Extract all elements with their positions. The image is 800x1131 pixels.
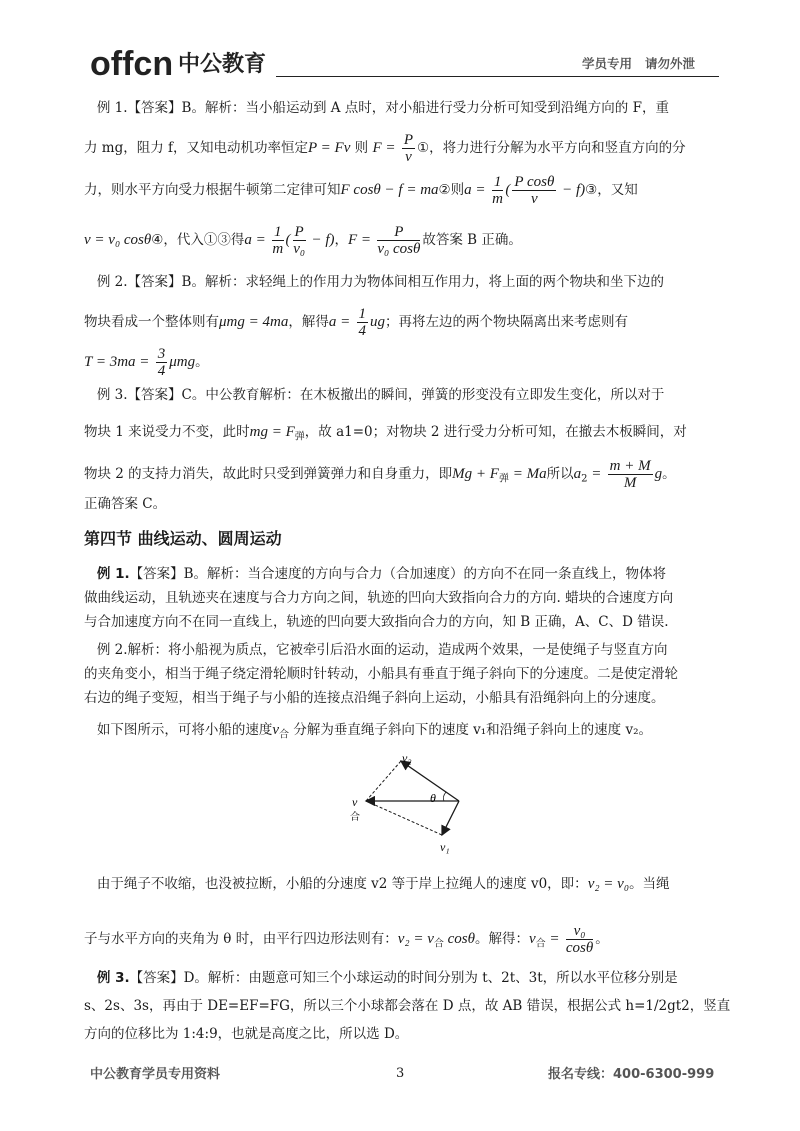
fraction-p-over-v0: $\frac{P}{\text{v₀}}$ xyxy=(293,224,306,257)
ex3-line4: 正确答案 C。 xyxy=(84,496,167,512)
header-note: 学员专用 请勿外泄 xyxy=(582,56,696,71)
label-theta: θ xyxy=(430,791,436,805)
ex2-line1: 例 2.【答案】B。解析：求轻绳上的作用力为物体间相互作用力，将上面的两个物块和坐下边的 xyxy=(96,274,664,290)
fraction-p-over-v0cos: $\frac{P}{\text{v₀ cosθ}}$ xyxy=(377,224,421,257)
footer-hotline: 报名专线：400-6300-999 xyxy=(548,1067,715,1082)
v1-arrow xyxy=(442,801,459,835)
ex1-line1: 例 1.【答案】B。解析：当小船运动到 A 点时，对小船进行受力分析可知受到沿绳方向的 F，重 xyxy=(96,100,669,116)
logo-latin: offcn xyxy=(90,45,174,83)
logo-chinese: 中公教育 xyxy=(178,52,267,77)
fraction-1-over-m-2: $\frac{1}{m}$ xyxy=(272,224,284,257)
s4ex3-line3: 方向的位移比为 1:4:9，也就是高度之比，所以选 D。 xyxy=(84,1026,409,1042)
ex2-line2: 物块看成一个整体则有μmg = 4ma，解得a = $\frac{1}{4}$ ug；再将左边的两个物块隔离出来考虑则有 xyxy=(84,306,628,339)
s4ex2-line1: 例 2.解析：将小船视为质点，它被牵引后沿水面的运动，造成两个效果，一是使绳子与竖直方向 xyxy=(96,642,668,658)
ex3-line2: 物块 1 来说受力不变，此时mg = $F_弹$，故 a1=0；对物块 2 进行受力分析可知，在撤去木板瞬间，对 xyxy=(84,424,687,443)
label-he: 合 xyxy=(350,812,360,823)
s4ex2-line3: 右边的绳子变短，相当于绳子与小船的连接点沿绳子斜向上运动，小船具有沿绳斜向上的分速度。 xyxy=(84,690,665,706)
s4ex1-line1: 例 1.【答案】B。解析：当合速度的方向与合力（合加速度）的方向不在同一条直线上，物体将 xyxy=(96,566,667,582)
footer-left: 中公教育学员专用资料 xyxy=(90,1067,221,1082)
fraction-1-over-4: $\frac{1}{4}$ xyxy=(358,306,366,339)
dashed-top xyxy=(366,761,401,801)
s4ex3-line2: s、2s、3s，再由于 DE=EF=FG，所以三个小球都会落在 D 点，故 AB 错误，根据公式 h=1/2gt2，竖直 xyxy=(84,998,731,1014)
s4ex2-line5: 由于绳子不收缩，也没被拉断，小船的分速度 v2 等于岸上拉绳人的速度 v0，即：v₂ = v₀。当绳 xyxy=(96,876,670,892)
s4ex2-line6: 子与水平方向的夹角为 θ 时，由平行四边形法则有：$v_2 = v_合$ cosθ。解得：$v_合$ = $\frac{\text{v₀}}{\cos\theta}$ 。 xyxy=(84,923,609,956)
dashed-bottom xyxy=(366,801,442,835)
fraction-1-over-m: $\frac{1}{m}$ xyxy=(492,174,503,207)
fraction-p-over-v: $\frac{P}{v}$ xyxy=(403,132,413,165)
fraction-3-over-4: $\frac{3}{4}$ xyxy=(157,346,166,379)
s4ex1-line2: 做曲线运动，且轨迹夹在速度与合力方向之间，轨迹的凹向大致指向合力的方向. 蜡块的合速度方向 xyxy=(84,590,674,606)
ex3-line1: 例 3.【答案】C。中公教育解析：在木板撤出的瞬间，弹簧的形变没有立即发生变化，所以对于 xyxy=(96,387,665,403)
label-v1: v₁ xyxy=(440,840,450,854)
ex1-line2: 力 mg，阻力 f，又知电动机功率恒定P = Fv 则 F = $\frac{P}{v}$ ①，将力进行分解为水平方向和竖直方向的分 xyxy=(84,132,686,165)
s4ex2-line2: 的夹角变小，相当于绳子绕定滑轮顺时针转动，小船具有垂直于绳子斜向下的分速度。二是使定滑轮 xyxy=(84,666,678,682)
s4ex1-line3: 与合加速度方向不在同一直线上，轨迹的凹向要大致指向合力的方向，知 B 正确，A、C、D 错误. xyxy=(84,614,669,630)
ex1-line4: v = v₀ cosθ④，代入①③得a = $\frac{1}{m}$ ( $\frac{P}{\text{v₀}}$ − f)，F = $\frac{P}{\text{v₀ cosθ}}$ 故答案 B 正确。 xyxy=(84,224,522,257)
fraction-pcos-over-v: $\frac{\text{P cosθ}}{v}$ xyxy=(514,174,555,207)
page-number: 3 xyxy=(396,1066,405,1081)
header-rule xyxy=(276,76,719,77)
fraction-v0-over-cos: $\frac{\text{v₀}}{\cos\theta}$ xyxy=(565,923,594,956)
label-v: v xyxy=(352,795,358,809)
label-v2: v₂ xyxy=(402,751,412,765)
ex3-line3: 物块 2 的支持力消失，故此时只受到弹簧弹力和自身重力，即$Mg + F_弹 = Ma$所以$a_2$ = $\frac{m + M}{M}$ g。 xyxy=(84,458,676,491)
ex2-line3: T = 3ma = $\frac{3}{4}$ μmg。 xyxy=(84,346,209,379)
fraction-mM-over-M: $\frac{m + M}{M}$ xyxy=(609,458,651,491)
velocity-diagram xyxy=(346,748,476,858)
s4ex2-line4: 如下图所示，可将小船的速度$v_合$ 分解为垂直绳子斜向下的速度 v₁和沿绳子斜向上的速度 v₂。 xyxy=(96,722,652,741)
theta-arc xyxy=(443,792,446,801)
section-heading: 第四节 曲线运动、圆周运动 xyxy=(84,529,282,548)
s4ex3-line1: 例 3.【答案】D。解析：由题意可知三个小球运动的时间分别为 t、2t、3t，所以水平位移分别是 xyxy=(96,970,678,986)
ex1-line3: 力，则水平方向受力根据牛顿第二定律可知F cosθ − f = ma②则a = $\frac{1}{m}$ ( $\frac{\text{P cosθ}}{v}$ − f)③，又知 xyxy=(84,174,638,207)
